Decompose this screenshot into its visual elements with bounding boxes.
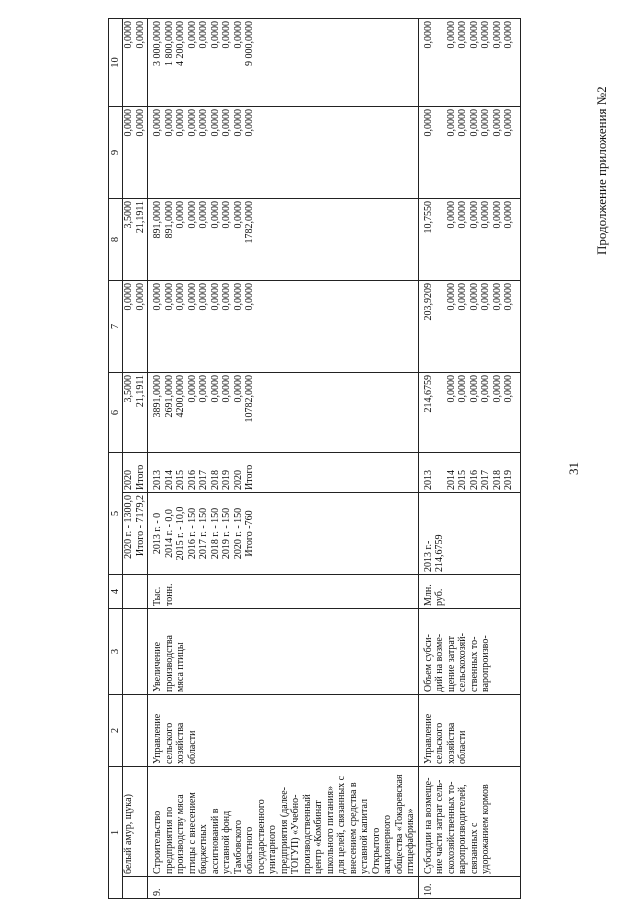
table-bottom-border (516, 19, 521, 899)
cell-col8: 891,0000 891,0000 0,0000 0,0000 0,0000 0,0000 0,0000 0,0000 1782,0000 (148, 199, 419, 281)
table-row-10 (418, 19, 516, 899)
cell-indicator: Объем субси- дий на возме- щение затрат сельскохозяй- ственных то- варопроизво- (418, 609, 516, 695)
cell-col6: 214,6759 0,0000 0,0000 0,0000 0,0000 0,0000 0,0000 (418, 373, 516, 453)
cell-years: 2013 2014 2015 2016 2017 2018 2019 2020 Итого (148, 453, 419, 493)
cell-col8: 3,5000 21,1911 (123, 199, 148, 281)
cell-col6: 3,5000 21,1911 (123, 373, 148, 453)
col-header-3: 3 (109, 609, 123, 695)
col-header-4: 4 (109, 575, 123, 609)
cell-col7: 203,9209 0,0000 0,0000 0,0000 0,0000 0,0000 0,0000 (418, 281, 516, 373)
cell-col7: 0,0000 0,0000 (123, 281, 148, 373)
cell-col6: 3891,0000 2691,0000 4200,0000 0,0000 0,0000 0,0000 0,0000 0,0000 10782,0000 (148, 373, 419, 453)
cell-num: 10. (418, 877, 516, 899)
cell-sub-totals: 2020 г. - 1300,0 Итого - 7179,2 (123, 493, 148, 575)
cell-unit: Млн. руб. (418, 575, 516, 609)
cell-executor: Управление сельского хозяйства области (148, 695, 419, 767)
column-number-row (109, 19, 123, 899)
cell-col9: 0,0000 0,0000 0,0000 0,0000 0,0000 0,0000 0,0000 (418, 107, 516, 199)
cell-col10: 0,0000 0,0000 0,0000 0,0000 0,0000 0,0000 0,0000 (418, 19, 516, 107)
col-header-8: 8 (109, 199, 123, 281)
col-header-2: 2 (109, 695, 123, 767)
cell-indicator: Увеличение производства мяса птицы (148, 609, 419, 695)
cell-col7: 0,0000 0,0000 0,0000 0,0000 0,0000 0,0000 0,0000 0,0000 0,0000 (148, 281, 419, 373)
page-number: 31 (566, 462, 581, 475)
cell-num: 9. (148, 877, 419, 899)
program-table (108, 18, 521, 899)
annex-title: Продолжение приложения №2 (594, 86, 609, 255)
col-header-9: 9 (109, 107, 123, 199)
col-header-6: 6 (109, 373, 123, 453)
cell-name: белый амур, щука) (123, 767, 148, 877)
cell-years: 2020 Итого (123, 453, 148, 493)
cell-name: Субсидии на возмеще- ние части затрат сель- скохозяйственных то- варопроизводителей, связанных с удорожанием кормов (418, 767, 516, 877)
cell-executor: Управление сельского хозяйства области (418, 695, 516, 767)
cell-sub-totals: 2013 г.- 214,6759 (418, 493, 516, 575)
cell-col10: 3 000,0000 1 800,0000 4 200,0000 0,0000 0,0000 0,0000 0,0000 0,0000 9 000,0000 (148, 19, 419, 107)
table-row-9 (148, 19, 419, 899)
col-header-10: 10 (109, 19, 123, 107)
cell-unit: Тыс. тонн. (148, 575, 419, 609)
cell-col9: 0,0000 0,0000 (123, 107, 148, 199)
cell-col10: 0,0000 0,0000 (123, 19, 148, 107)
col-header-1: 1 (109, 767, 123, 899)
col-header-7: 7 (109, 281, 123, 373)
cell-col9: 0,0000 0,0000 0,0000 0,0000 0,0000 0,0000 0,0000 0,0000 0,0000 (148, 107, 419, 199)
col-header-5: 5 (109, 453, 123, 575)
cell-years: 2013 2014 2015 2016 2017 2018 2019 (418, 453, 516, 493)
cell-sub-totals: 2013 г. - 0 2014 г. - 0,0 2015 г. - 10,0 2016 г. - 150 2017 г. - 150 2018 г. - 150 2019 г. - 150 2020 г. - 150 Итого -760 (148, 493, 419, 575)
cell-name: Строительство предприятия по производству мяса птицы с внесением бюджетных ассигнований в уставной фонд Тамбовского областного государственного унитарного предприятия (далее- ТОГУП) «Учебно- производственный центр «Комбинат школьного питания» для целей, связанных с внесением средства в уставной капитал Открытого акционерного общества «Токаревская птицефабрика» (148, 767, 419, 877)
table-row-continued (123, 19, 148, 899)
cell-col8: 10,7550 0,0000 0,0000 0,0000 0,0000 0,0000 0,0000 (418, 199, 516, 281)
